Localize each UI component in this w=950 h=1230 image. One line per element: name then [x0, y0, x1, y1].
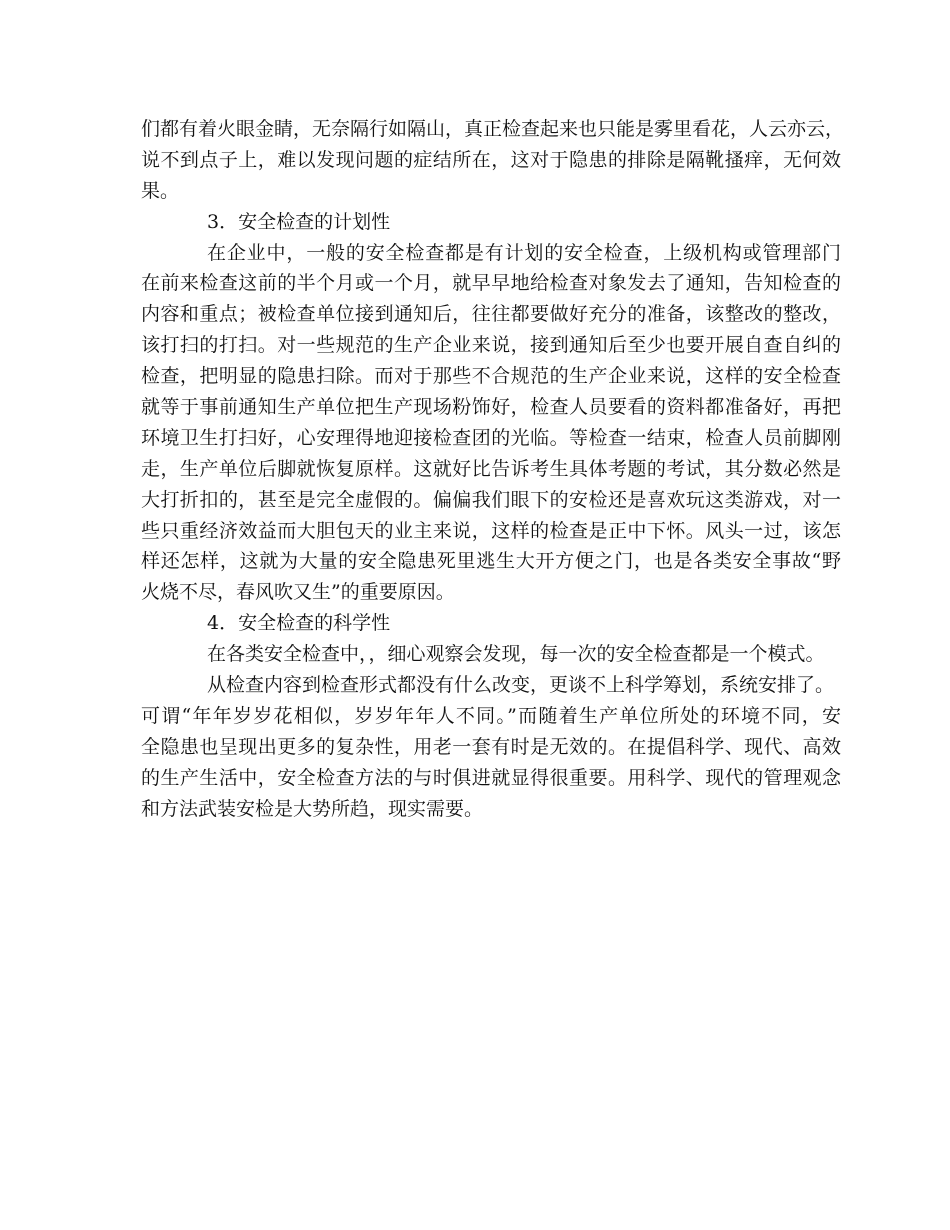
paragraph-line: 就等于事前通知生产单位把生产现场粉饰好，检查人员要看的资料都准备好，再把 [141, 396, 841, 419]
paragraph-line: 内容和重点；被检查单位接到通知后，往往都要做好充分的准备，该整改的整改， [141, 303, 841, 326]
paragraph-line: 从检查内容到检查形式都没有什么改变，更谈不上科学筹划，系统安排了。 [207, 674, 835, 697]
paragraph-line: 样还怎样，这就为大量的安全隐患死里逃生大开方便之门，也是各类安全事故“野 [141, 550, 841, 573]
paragraph-line: 检查，把明显的隐患扫除。而对于那些不合规范的生产企业来说，这样的安全检查 [141, 365, 841, 388]
paragraph-line: 火烧不尽，春风吹又生”的重要原因。 [141, 581, 455, 604]
paragraph-line: 果。 [141, 179, 180, 202]
paragraph-line: 在企业中，一般的安全检查都是有计划的安全检查，上级机构或管理部门 [207, 241, 841, 264]
section-heading: 4．安全检查的科学性 [207, 612, 391, 635]
paragraph-line: 该打扫的打扫。对一些规范的生产企业来说，接到通知后至少也要开展自查自纠的 [141, 334, 841, 357]
paragraph-line: 说不到点子上，难以发现问题的症结所在，这对于隐患的排除是隔靴搔痒，无何效 [141, 148, 841, 171]
section-heading: 3．安全检查的计划性 [207, 210, 391, 233]
paragraph-line: 大打折扣的，甚至是完全虚假的。偏偏我们眼下的安检还是喜欢玩这类游戏，对一 [141, 488, 841, 511]
paragraph-line: 全隐患也呈现出更多的复杂性，用老一套有时是无效的。在提倡科学、现代、高效 [141, 735, 841, 758]
paragraph-line: 在前来检查这前的半个月或一个月，就早早地给检查对象发去了通知，告知检查的 [141, 272, 841, 295]
paragraph-line: 走，生产单位后脚就恢复原样。这就好比告诉考生具体考题的考试，其分数必然是 [141, 457, 841, 480]
paragraph-line: 环境卫生打扫好，心安理得地迎接检查团的光临。等检查一结束，检查人员前脚刚 [141, 426, 841, 449]
paragraph-line: 可谓“年年岁岁花相似，岁岁年年人不同。”而随着生产单位所处的环境不同，安 [141, 704, 841, 727]
paragraph-line: 些只重经济效益而大胆包天的业主来说，这样的检查是正中下怀。风头一过，该怎 [141, 519, 841, 542]
paragraph-line: 的生产生活中，安全检查方法的与时俱进就显得很重要。用科学、现代的管理观念 [141, 766, 841, 789]
paragraph-line: 和方法武装安检是大势所趋，现实需要。 [141, 797, 484, 820]
document-body [141, 114, 845, 824]
paragraph-line: 在各类安全检查中，，细心观察会发现，每一次的安全检查都是一个模式。 [207, 643, 825, 666]
paragraph-line: 们都有着火眼金睛，无奈隔行如隔山，真正检查起来也只能是雾里看花，人云亦云， [141, 118, 845, 140]
